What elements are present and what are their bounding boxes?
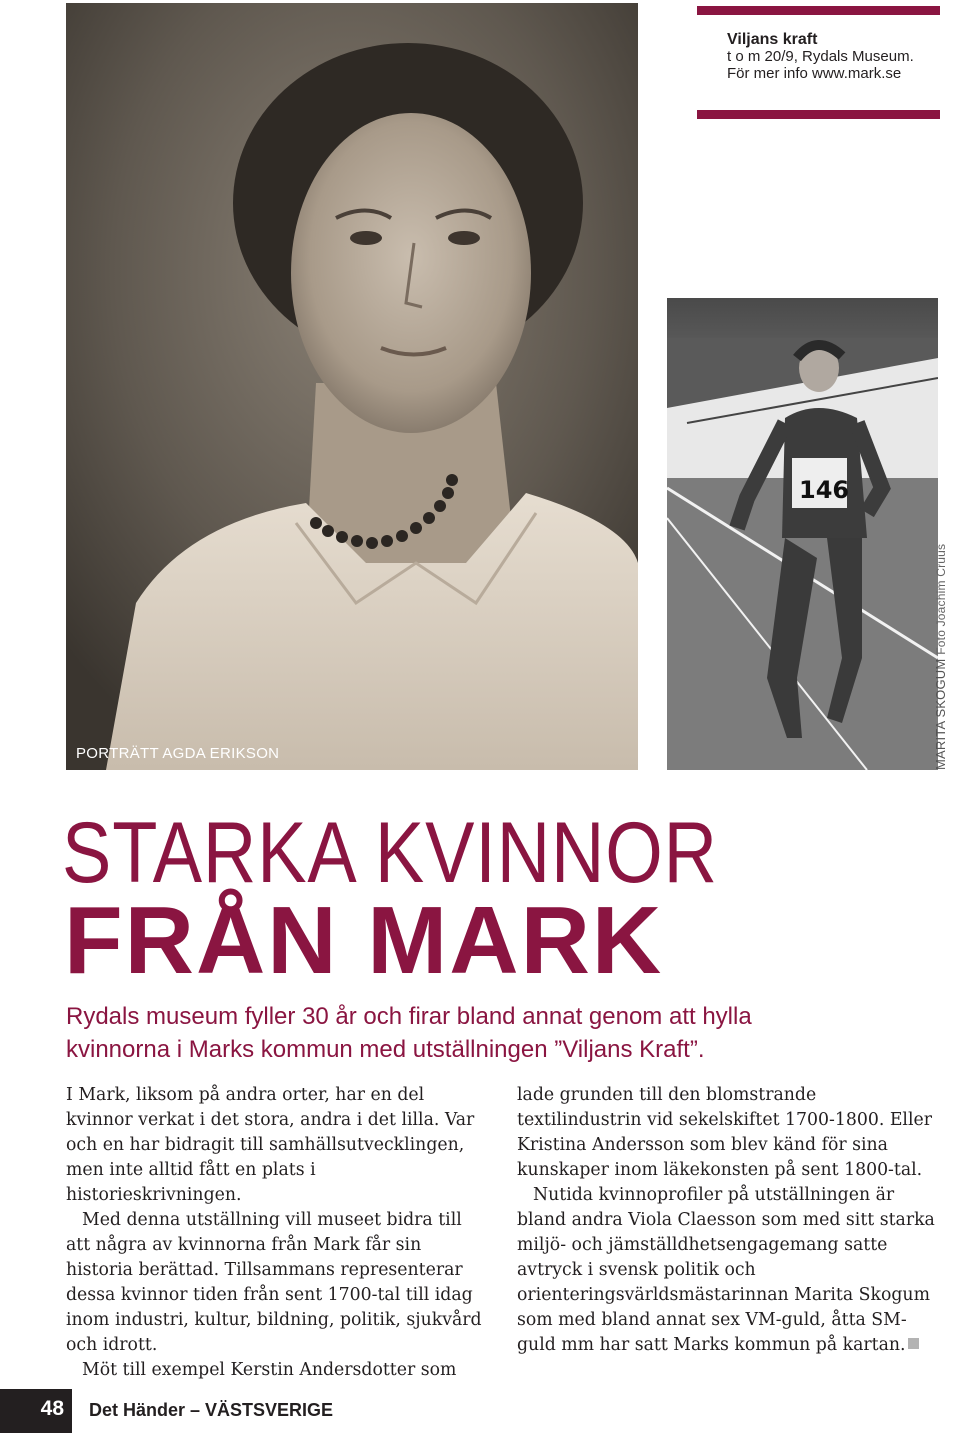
end-mark-icon (908, 1338, 919, 1349)
runner-illustration (667, 298, 938, 770)
body-paragraph-text: Nutida kvinnoprofiler på utställningen är bland andra Viola Claesson som med sitt starka miljö- och jämställdhetsengagemang satte avtryck i svensk politik och orienteringsvärldsmästarinnan Marita Skogum som med bland annat sex VM-guld, åtta SM-guld mm har satt Marks kommun på kartan. (517, 1185, 935, 1355)
headline-line-1: STARKA KVINNOR (62, 805, 718, 901)
info-box-bottom-rule (697, 110, 940, 119)
info-box-top-rule (697, 6, 940, 15)
runner-caption-credit: Foto Joachim Cruus (934, 543, 948, 655)
runner-caption (933, 544, 948, 770)
body-paragraph: Möt till exempel Kerstin Andersdotter som (82, 1360, 457, 1380)
info-box-title: Viljans kraft (727, 31, 818, 48)
headline-line-2: FRÅN MARK (64, 887, 664, 994)
page-number: 48 (0, 1389, 72, 1433)
body-paragraph: lade grunden till den blomstrande textilindustrin vid sekelskiftet 1700-1800. Eller Kristina Andersson som blev känd för sina kunskaper inom läkekonsten på sent 1800-tal. (517, 1085, 932, 1180)
info-box-dates: t o m 20/9, Rydals Museum. (727, 48, 914, 65)
body-paragraph: Med denna utställning vill museet bidra till att några av kvinnorna från Mark får sin historia berättad. Tillsammans representerar dessa kvinnor tiden från sent 1700-tal till idag inom industri, kultur, bildning, politik, sjukvård och idrott. (66, 1210, 482, 1355)
body-column-left (66, 1083, 486, 1383)
runner-bib-number: 146 (799, 476, 850, 504)
runner-photo (667, 298, 938, 770)
runner-caption-name: MARITA SKOGUM (933, 658, 948, 770)
portrait-illustration (66, 3, 638, 770)
portrait-photo (66, 3, 638, 770)
publication-name: Det Händer – VÄSTSVERIGE (89, 1400, 334, 1420)
lead-paragraph: Rydals museum fyller 30 år och firar bland annat genom att hylla kvinnorna i Marks kommun med utställningen ”Viljans Kraft”. (66, 1003, 752, 1063)
body-paragraph: I Mark, liksom på andra orter, har en del kvinnor verkat i det stora, andra i det lilla. Var och en har bidragit till samhällsutvecklingen, men inte alltid fått en plats i historieskrivningen. (66, 1085, 475, 1205)
body-column-right (517, 1083, 937, 1358)
body-paragraph-last (517, 1183, 937, 1358)
portrait-caption: PORTRÄTT AGDA ERIKSON (76, 745, 280, 762)
info-box-link-text[interactable]: För mer info www.mark.se (727, 65, 902, 82)
info-box (727, 31, 947, 82)
